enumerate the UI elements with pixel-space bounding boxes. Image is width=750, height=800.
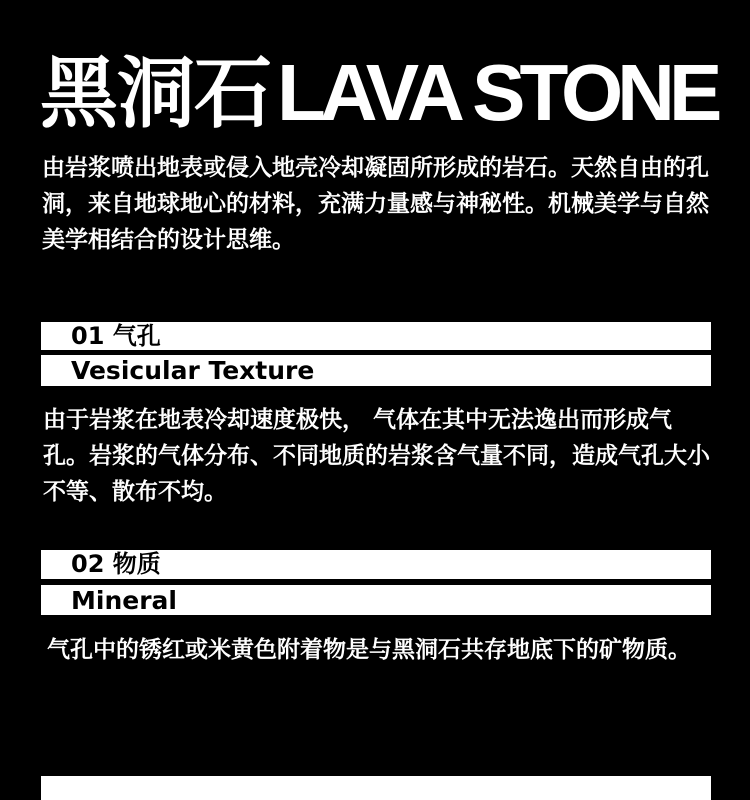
section-3-bar — [41, 776, 711, 800]
intro-paragraph: 由岩浆喷出地表或侵入地壳冷却凝固所形成的岩石。天然自由的孔洞，来自地球地心的材料，充满力量感与神秘性。机械美学与自然美学相结合的设计思维。 — [42, 155, 709, 253]
section-1-body: 由于岩浆在地表冷却速度极快， 气体在其中无法逸出而形成气孔。岩浆的气体分布、不同地质的岩浆含气量不同，造成气孔大小不等、散布不均。 — [43, 407, 710, 505]
section-2-body: 气孔中的锈红或米黄色附着物是与黑洞石共存地底下的矿物质。 — [47, 637, 691, 663]
section-2-english-bar: Mineral — [41, 585, 711, 615]
title-english: LAVA STONE — [277, 48, 717, 137]
page-title — [40, 48, 716, 138]
title-chinese: 黑洞石 — [40, 49, 272, 139]
section-1-number-bar: 01 气孔 — [41, 322, 711, 350]
section-2-number-bar: 02 物质 — [41, 550, 711, 579]
section-1-english-bar: Vesicular Texture — [41, 355, 711, 386]
